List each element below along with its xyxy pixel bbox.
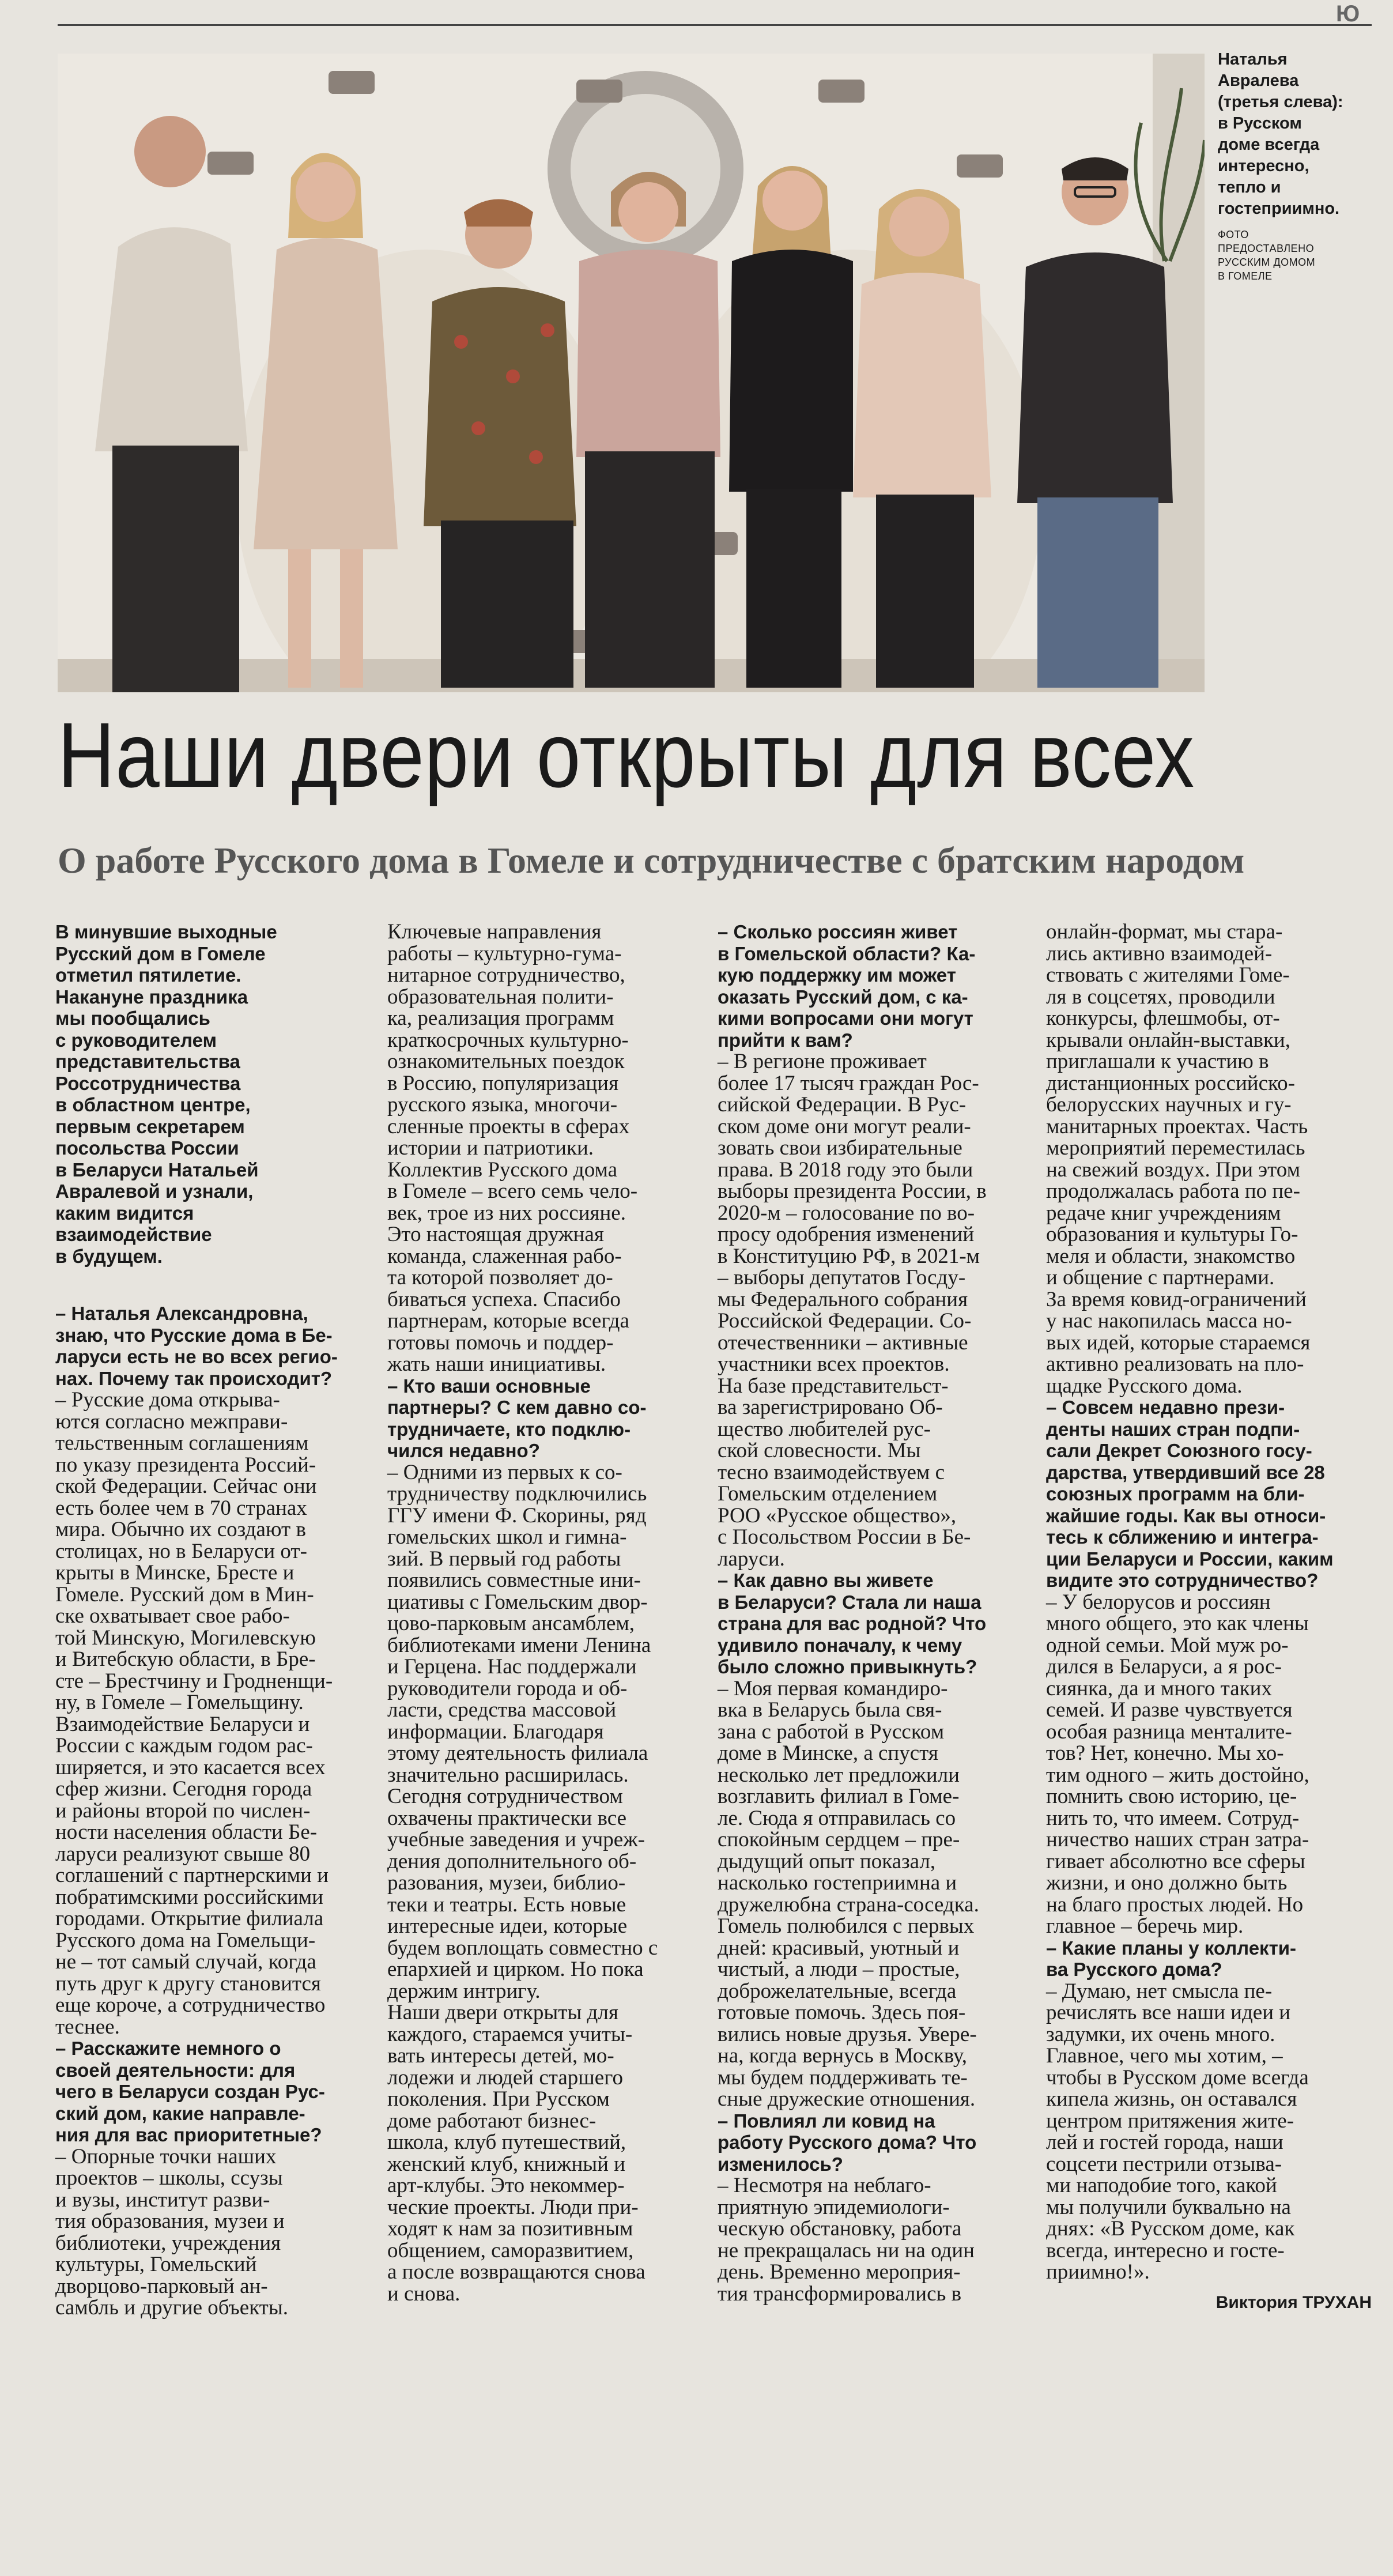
group-photo-illustration (58, 54, 1205, 692)
article-headline: Наши двери открыты для всех (58, 703, 1195, 806)
interview-answer: – У белорусов и россиян много общего, это как члены одной семьи. Мой муж ро- дился в Беларуси, а я рос- сиянка, да и много таких семей. И разве чувствуется особая разница менталите- тов? Нет, конечно. Мы хо- тим одного – жить достойно, помнить свою историю, це- нить то, что имеем. Сотруд- ничество наших стран затра- гивает абсолютно все сферы жизни, и оно должно быть на благо простых людей. Но главное – беречь мир. (1046, 1590, 1309, 1938)
interview-question: – Какие планы у коллекти- ва Русского дома? (1046, 1937, 1297, 1980)
article-subheadline: О работе Русского дома в Гомеле и сотрудничестве с братским народом (58, 840, 1245, 881)
interview-answer: – Думаю, нет смысла пе- речислять все наши идеи и задумки, их очень много. Главное, чего мы хотим, – чтобы в Русском доме всегда кипела жизнь, он оставался центром притяжения жите- лей и гостей города, наши соцсети пестрили отзыва- ми наподобие того, какой мы получили буквально на днях: «В Русском доме, как всегда, интересно и госте- приимно!». (1046, 1979, 1309, 2284)
article-column-1 (55, 921, 375, 2319)
group-photo (58, 54, 1205, 692)
interview-question: – Кто ваши основные партнеры? С кем давно со- трудничаете, кто подклю- чился недавно? (387, 1375, 647, 1461)
author-signature: Виктория ТРУХАН (1215, 2292, 1372, 2312)
interview-question: – Расскажите немного о своей деятельности: для чего в Беларуси создан Рус- ский дом, какие направле- ния для вас приоритетные? (55, 2038, 325, 2145)
interview-question: – Наталья Александровна, знаю, что Русские дома в Бе- ларуси есть не во всех регио- нах. Почему так происходит? (55, 1303, 338, 1389)
interview-answer: – Одними из первых к со- трудничеству подключились ГГУ имени Ф. Скорины, ряд гомельских школ и гимна- зий. В первый год работы появились совместные ини- циативы с Гомельским двор- цово-парковым ансамблем, библиотеками имени Ленина и Герцена. Нас поддержали руководители города и об- ласти, средства массовой информации. Благодаря этому деятельность филиала значительно расширилась. Сегодня сотрудничеством охвачены практически все учебные заведения и учреж- дения дополнительного об- разования, музеи, библио- теки и театры. Есть новые интересные идеи, которые будем воплощать совместно с епархией и цирком. Но пока держим интригу. Наши двери открыты для каждого, стараемся учиты- вать интересы детей, мо- лодежи и людей старшего поколения. При Русском доме работают бизнес- школа, клуб путешествий, женский клуб, книжный и арт-клубы. Это некоммер- ческие проекты. Люди при- ходят к нам за позитивным общением, саморазвитием, а после возвращаются снова и снова. (387, 1460, 658, 2306)
article-column-2 (387, 921, 707, 2305)
article-lead: В минувшие выходные Русский дом в Гомеле отметил пятилетие. Накануне праздника мы пообщались с руководителем представительства Россотрудничества в областном центре, первым секретарем посольства России в Беларуси Натальей Авралевой и узнали, каким видится взаимодействие в будущем. (55, 921, 277, 1267)
interview-answer: – В регионе проживает более 17 тысяч граждан Рос- сийской Федерации. В Рус- ском доме они могут реали- зовать свои избирательные права. В 2018 году это были выборы президента России, в 2020-м – голосование по во- просу одобрения изменений в Конституцию РФ, в 2021-м – выборы депутатов Госду- мы Федерального собрания Российской Федерации. Со- отечественники – активные участники всех проектов. На базе представительст- ва зарегистрировано Об- щество любителей рус- ской словесности. Мы тесно взаимодействуем с Гомельским отделением РОО «Русское общество», с Посольством России в Бе- ларуси. (718, 1050, 987, 1571)
interview-answer: онлайн-формат, мы стара- лись активно взаимодей- ствовать с жителями Гоме- ля в соцсетях, проводили конкурсы, флешмобы, от- крывали онлайн-выставки, приглашали к участию в дистанционных российско- белорусских научных и гу- манитарных проектах. Часть мероприятий переместилась на свежий воздух. При этом продолжалась работа по пе- редаче книг учреждениям образования и культуры Го- меля и области, знакомство и общение с партнерами. За время ковид-ограничений у нас накопилась масса но- вых идей, которые стараемся активно реализовать на пло- щадке Русского дома. (1046, 920, 1311, 1398)
interview-question: – Повлиял ли ковид на работу Русского дома? Что изменилось? (718, 2110, 977, 2175)
photo-credit: ФОТО ПРЕДОСТАВЛЕНО РУССКИМ ДОМОМ В ГОМЕЛЕ (1218, 229, 1316, 282)
page-corner-marker: Ю (1336, 1, 1360, 27)
interview-answer: – Русские дома открыва- ются согласно межправи- тельственным соглашениям по указу президента Россий- ской Федерации. Сейчас они есть более чем в 70 странах мира. Обычно их создают в столицах, но в Беларуси от- крыты в Минске, Бресте и Гомеле. Русский дом в Мин- ске охватывает свое рабо- той Минскую, Могилевскую и Витебскую области, в Бре- сте – Брестчину и Гродненщи- ну, в Гомеле – Гомельщину. Взаимодействие Беларуси и России с каждым годом рас- ширяется, и это касается всех сфер жизни. Сегодня города и районы второй по числен- ности населения области Бе- ларуси реализуют свыше 80 соглашений с партнерскими и побратимскими российскими городами. Открытие филиала Русского дома на Гомельщи- не – тот самый случай, когда путь друг к другу становится еще короче, а сотрудничество теснее. (55, 1388, 333, 2039)
interview-question: – Как давно вы живете в Беларуси? Стала ли наша страна для вас родной? Что удивило поначалу, к чему было сложно привыкнуть? (718, 1570, 987, 1677)
interview-answer: – Несмотря на неблаго- приятную эпидемиологи- ческую обстановку, работа не прекращалась ни на один день. Временно мероприя- тия трансформировались в (718, 2174, 975, 2306)
interview-answer: Ключевые направления работы – культурно-гума- нитарное сотрудничество, образовательная полити- ка, реализация программ краткосрочных культурно- ознакомительных поездок в Россию, популяризация русского языка, многочи- сленные проекты в сферах истории и патриотики. Коллектив Русского дома в Гомеле – всего семь чело- век, трое из них россияне. Это настоящая дружная команда, слаженная рабо- та которой позволяет до- биваться успеха. Спасибо партнерам, которые всегда готовы помочь и поддер- жать наши инициативы. (387, 920, 638, 1376)
photo-caption-text: Наталья Авралева (третья слева): в Русском доме всегда интересно, тепло и гостеприимно. (1218, 50, 1343, 218)
interview-answer: – Моя первая командиро- вка в Беларусь была свя- зана с работой в Русском доме в Минске, а спустя несколько лет предложили возглавить филиал в Гоме- ле. Сюда я отправилась со спокойным сердцем – пре- дыдущий опыт показал, насколько гостеприимна и дружелюбна страна-соседка. Гомель полюбился с первых дней: красивый, уютный и чистый, а люди – простые, доброжелательные, всегда готовые помочь. Здесь поя- вились новые друзья. Увере- на, когда вернусь в Москву, мы будем поддерживать те- сные дружеские отношения. (718, 1676, 979, 2111)
article-column-3 (718, 921, 1037, 2305)
interview-question: – Совсем недавно прези- денты наших стран подпи- сали Декрет Союзного госу- дарства, утвердивший все 28 союзных программ на бли- жайшие годы. Как вы относи- тесь к сближению и интегра- ции Беларуси и России, каким видите это сотрудничество? (1046, 1397, 1334, 1591)
top-rule (58, 24, 1372, 26)
interview-answer: – Опорные точки наших проектов – школы, ссузы и вузы, институт разви- тия образования, музеи и библиотеки, учреждения культуры, Гомельский дворцово-парковый ан- самбль и другие объекты. (55, 2144, 288, 2319)
article-column-4 (1046, 921, 1372, 2314)
photo-caption (1218, 49, 1385, 283)
interview-question: – Сколько россиян живет в Гомельской области? Ка- кую поддержку им может оказать Русский дом, с ка- кими вопросами они могут прийти к вам? (718, 921, 976, 1051)
